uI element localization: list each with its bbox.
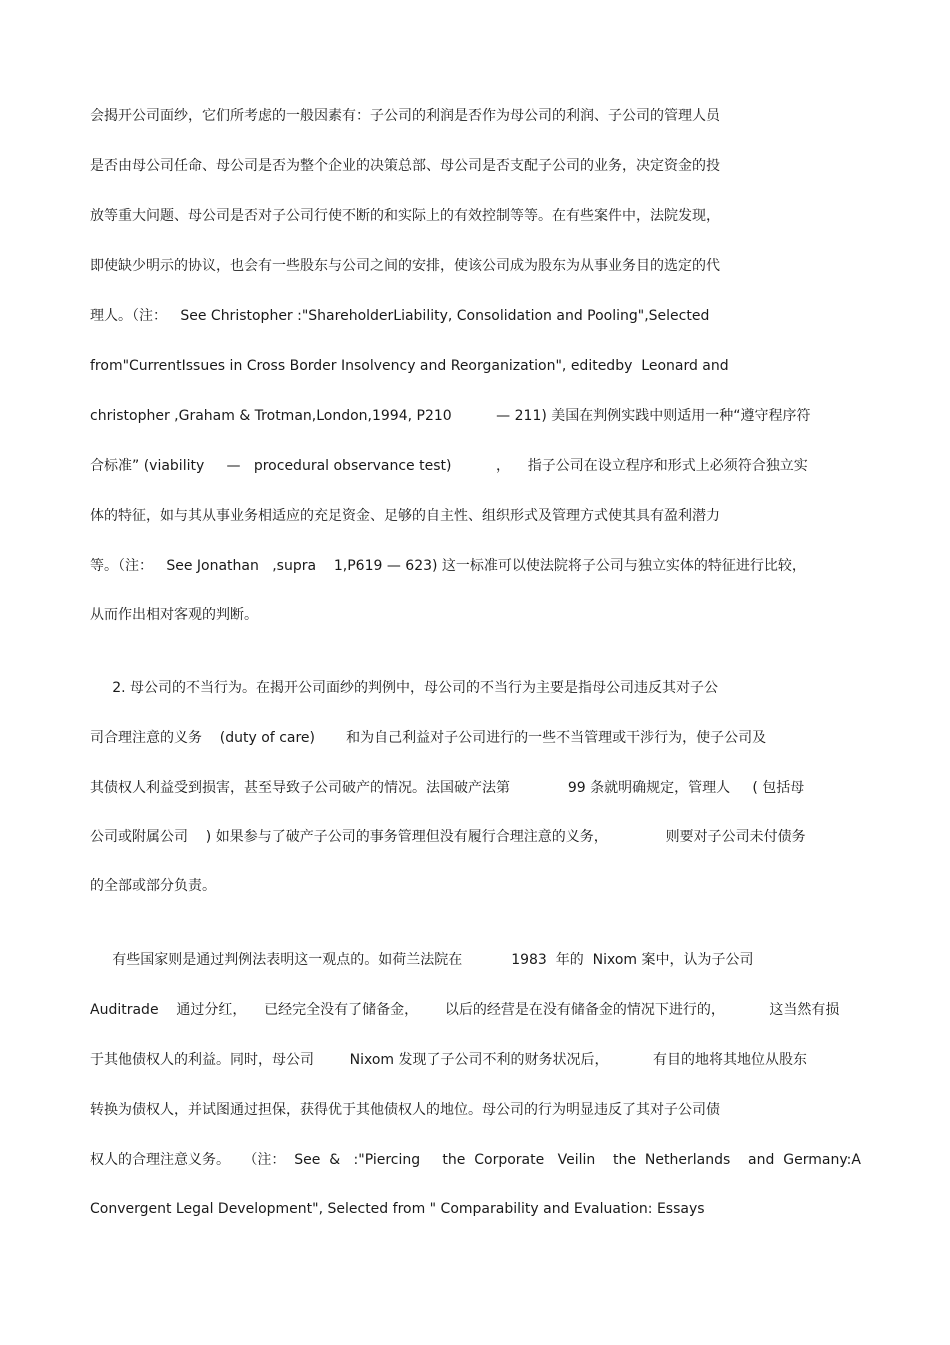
text-line: 其债权人利益受到损害，甚至导致子公司破产的情况。法国破产法第 99 条就明确规定，管理人 ( 包括母 <box>90 780 805 796</box>
text-line: 2. 母公司的不当行为。在揭开公司面纱的判例中，母公司的不当行为主要是指母公司违反其对子公 <box>90 680 719 696</box>
text-line: from"CurrentIssues in Cross Border Insolvency and Reorganization", editedby Leonard and <box>90 358 729 374</box>
text-line: 体的特征，如与其从事业务相适应的充足资金、足够的自主性、组织形式及管理方式使其具有盈利潜力 <box>90 508 720 524</box>
text-line: 有些国家则是通过判例法表明这一观点的。如荷兰法院在 1983 年的 Nixom 案中，认为子公司 <box>90 952 754 968</box>
text-line: 转换为债权人，并试图通过担保，获得优于其他债权人的地位。母公司的行为明显违反了其对子公司债 <box>90 1102 720 1118</box>
text-line: 合标准” (viability — procedural observance test) ， 指子公司在设立程序和形式上必须符合独立实 <box>90 458 808 474</box>
text-line: 理人。（注： See Christopher :"ShareholderLiability, Consolidation and Pooling",Selected <box>90 308 710 324</box>
text-line: 公司或附属公司 ) 如果参与了破产子公司的事务管理但没有履行合理注意的义务， 则要对子公司未付债务 <box>90 829 806 845</box>
text-line: christopher ,Graham & Trotman,London,1994, P210 — 211) 美国在判例实践中则适用一种“遵守程序符 <box>90 408 811 424</box>
text-line: 从而作出相对客观的判断。 <box>90 607 258 623</box>
text-line: 等。（注： See Jonathan ,supra 1,P619 — 623) 这一标准可以使法院将子公司与独立实体的特征进行比较， <box>90 558 806 574</box>
text-line: 即使缺少明示的协议，也会有一些股东与公司之间的安排，使该公司成为股东为从事业务目的选定的代 <box>90 258 720 274</box>
text-line: 权人的合理注意义务。 （注： See & :"Piercing the Corporate Veilin the Netherlands and Germany:A <box>90 1152 861 1168</box>
text-line: 会揭开公司面纱，它们所考虑的一般因素有：子公司的利润是否作为母公司的利润、子公司的管理人员 <box>90 108 720 124</box>
text-line: Convergent Legal Development", Selected from " Comparability and Evaluation: Essays <box>90 1201 705 1217</box>
text-line: 于其他债权人的利益。同时，母公司 Nixom 发现了子公司不利的财务状况后， 有目的地将其地位从股东 <box>90 1052 807 1068</box>
text-line: 的全部或部分负责。 <box>90 878 216 894</box>
text-line: 司合理注意的义务 (duty of care) 和为自己利益对子公司进行的一些不当管理或干涉行为，使子公司及 <box>90 730 767 746</box>
text-line: 放等重大问题、母公司是否对子公司行使不断的和实际上的有效控制等等。在有些案件中，法院发现， <box>90 208 720 224</box>
text-line: 是否由母公司任命、母公司是否为整个企业的决策总部、母公司是否支配子公司的业务，决定资金的投 <box>90 158 720 174</box>
text-line: Auditrade 通过分红， 已经完全没有了储备金， 以后的经营是在没有储备金的情况下进行的， 这当然有损 <box>90 1002 840 1018</box>
